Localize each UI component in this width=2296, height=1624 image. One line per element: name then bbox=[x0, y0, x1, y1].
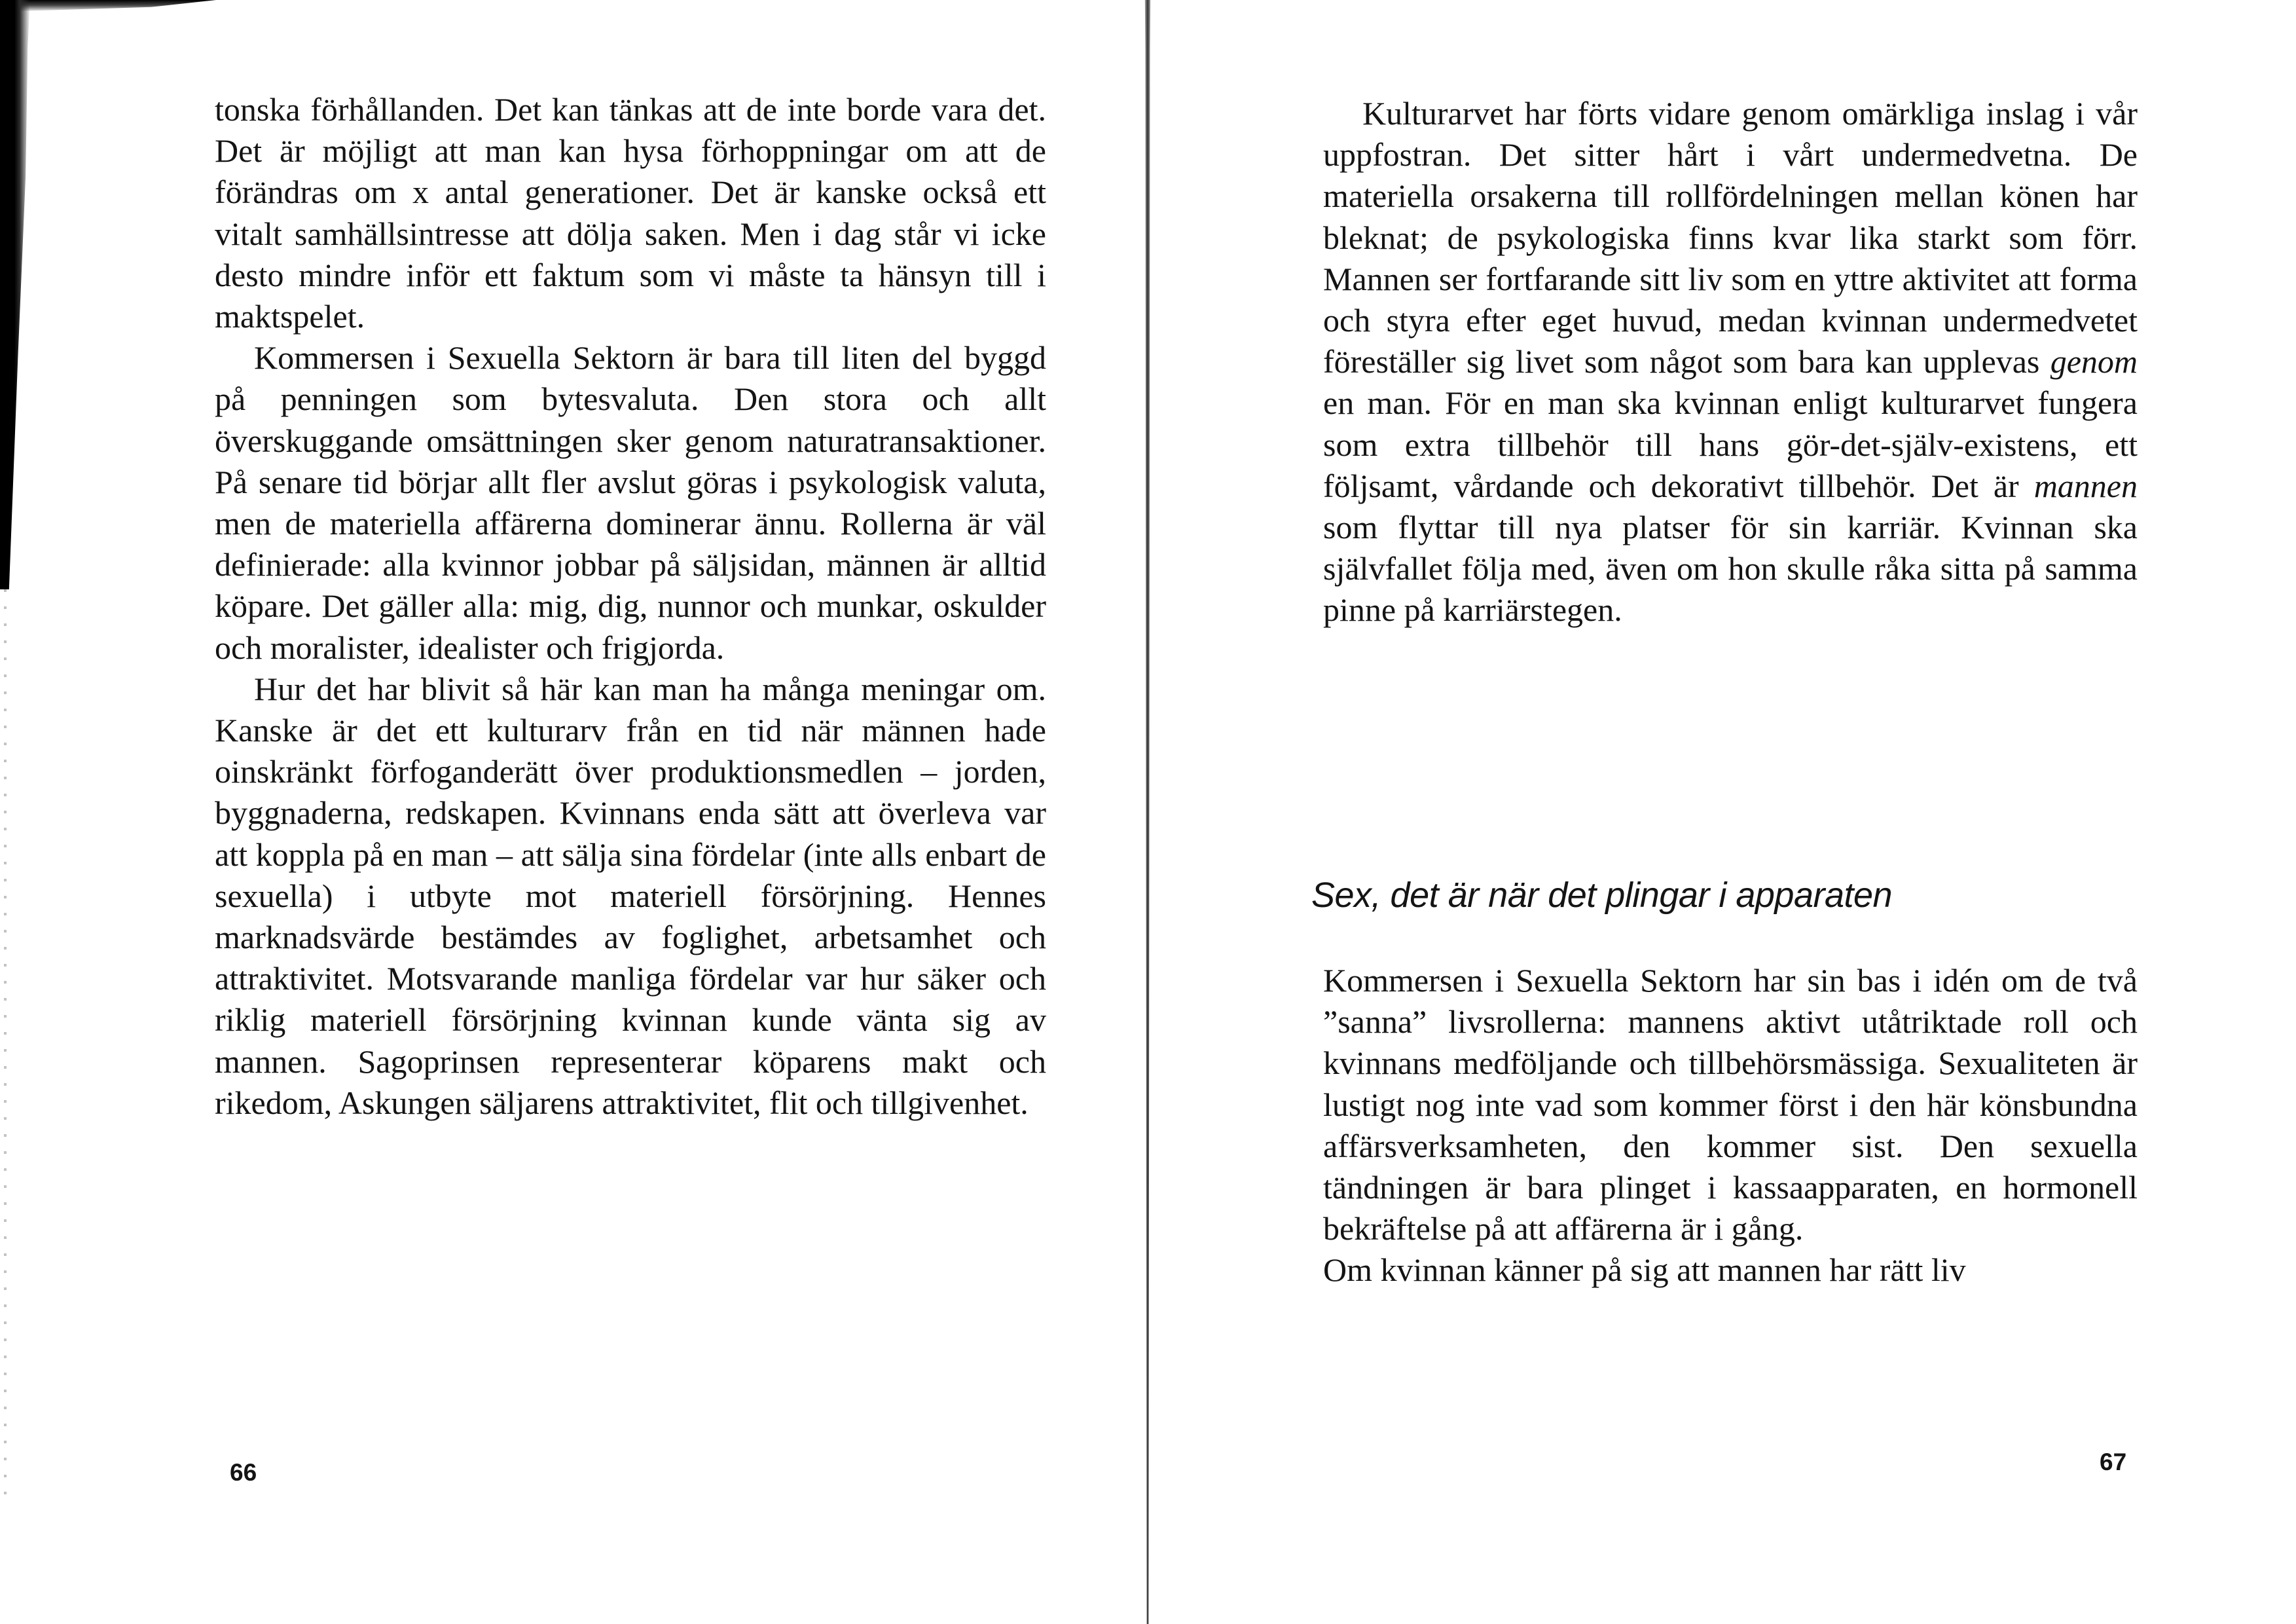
right-page-body-bottom bbox=[1323, 960, 2138, 1291]
emphasis-mannen: mannen bbox=[2033, 467, 2138, 504]
left-paragraph-1: tonska förhållanden. Det kan tänkas att de inte borde vara det. Det är möjligt att man kan hysa förhoppningar om att de förändras om x antal generationer. Det är kanske också ett vitalt samhällsintresse att dölja saken. Men i dag står vi icke desto mindre inför ett faktum som vi måste ta hänsyn till i maktspelet. bbox=[215, 91, 1046, 335]
right-paragraph-3: Om kvinnan känner på sig att mannen har rätt liv bbox=[1323, 1251, 1966, 1289]
page-number-right: 67 bbox=[2100, 1449, 2127, 1475]
right-page-body-top bbox=[1323, 93, 2138, 631]
right-paragraph-2: Kommersen i Sexuella Sektorn har sin bas i idén om de två ”sanna” livsrollerna: mannens aktivt utåtriktade roll och kvinnans medföljande och tillbehörsmässiga. Sexualiteten är lustigt nog inte vad som kommer först i den här könsbundna affärsverksamheten, den kommer sist. Den sexuella tändningen är bara plinget i kassaapparaten, en hormonell bekräftelse på att affärerna är i gång. bbox=[1323, 962, 2138, 1247]
right-page bbox=[1148, 0, 2296, 1624]
section-heading: Sex, det är när det plingar i apparaten bbox=[1311, 876, 1893, 915]
left-paragraph-3: Hur det har blivit så här kan man ha många meningar om. Kanske är det ett kulturarv från en tid när männen hade oinskränkt förfoganderätt över produktionsmedlen – jorden, byggnaderna, redskapen. Kvinnans enda sätt att överleva var att koppla på en man – att sälja sina fördelar (inte alls enbart de sexuella) i utbyte mot materiell försörjning. Hennes marknadsvärde bestämdes av foglighet, arbetsamhet och attraktivitet. Motsvarande manliga fördelar var hur säker och riklig materiell försörjning kvinnan kunde vänta sig av mannen. Sagoprinsen representerar köparens makt och rikedom, Askungen säljarens attraktivitet, flit och tillgivenhet. bbox=[215, 670, 1046, 1121]
emphasis-genom: genom bbox=[2050, 343, 2138, 380]
page-number-left: 66 bbox=[230, 1459, 257, 1486]
right-paragraph-1: Kulturarvet har förts vidare genom omärkliga inslag i vår uppfostran. Det sitter hårt i vårt undermedvetna. De materiella orsakerna till rollfördelningen mellan könen har bleknat; de psykologiska finns kvar lika starkt som förr. Mannen ser fortfarande sitt liv som en yttre aktivitet att forma och styra efter eget huvud, medan kvinnan undermedvetet föreställer sig livet som något som bara kan upplevas genom en man. För en man ska kvinnan enligt kulturarvet fungera som extra tillbehör till hans gör-det-själv-existens, ett följsamt, vårdande och dekorativt tillbehör. Det är mannen som flyttar till nya platser för sin karriär. Kvinnan ska självfallet följa med, även om hon skulle råka sitta på samma pinne på karriärstegen. bbox=[1323, 95, 2138, 629]
left-paragraph-2: Kommersen i Sexuella Sektorn är bara till liten del byggd på penningen som bytesvaluta. Den stora och allt överskuggande omsättningen sker genom naturatransaktioner. På senare tid börjar allt fler avslut göras i psykologisk valuta, men de materiella affärerna dominerar ännu. Rollerna är väl definierade: alla kvinnor jobbar på säljsidan, männen är alltid köpare. Det gäller alla: mig, dig, nunnor och munkar, oskulder och moralister, idealister och frigjorda. bbox=[215, 339, 1046, 666]
left-page-body bbox=[215, 89, 1046, 1124]
